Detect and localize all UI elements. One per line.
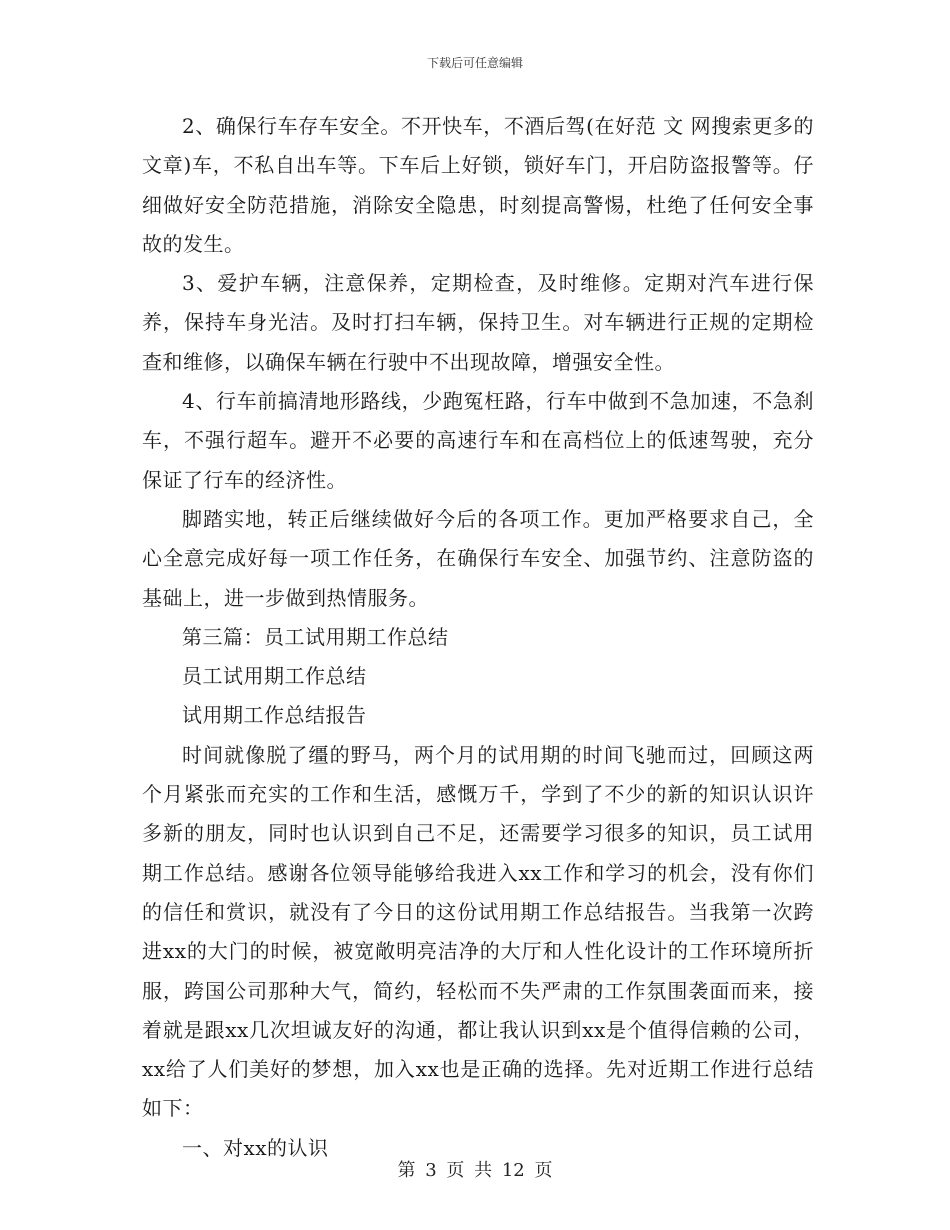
document-title: 员工试用期工作总结 (182, 664, 367, 689)
paragraph-item-4: 4、行车前搞清地形路线，少跑冤枉路，行车中做到不急加速，不急刹车，不强行超车。避开不必要的高速行车和在高档位上的低速驾驶，充分保证了行车的经济性。 (142, 389, 814, 492)
report-subtitle: 试用期工作总结报告 (182, 703, 367, 728)
paragraph-intro: 时间就像脱了缰的野马，两个月的试用期的时间飞驰而过，回顾这两个月紧张而充实的工作和生活，感慨万千，学到了不少的新的知识认识许多新的朋友，同时也认识到自己不足，还需要学习很多的知识，员工试用期工作总结。感谢各位领导能够给我进入xx工作和学习的机会，没有你们的信任和赏识，就没有了今日的这份试用期工作总结报告。当我第一次跨进xx的大门的时候，被宽敞明亮洁净的大厅和人性化设计的工作环境所折服，跨国公司那种大气，简约，轻松而不失严肃的工作氛围袭面而来，接着就是跟xx几次坦诚友好的沟通，都让我认识到xx是个值得信赖的公司，xx给了人们美好的梦想，加入xx也是正确的选择。先对近期工作进行总结如下： (142, 742, 814, 1121)
paragraph-item-2: 2、确保行车存车安全。不开快车，不酒后驾(在好范 文 网搜索更多的文章)车，不私自出车等。下车后上好锁，锁好车门，开启防盗报警等。仔细做好安全防范措施，消除安全隐患，时刻提高警惕，杜绝了任何安全事故的发生。 (142, 114, 814, 256)
document-body (142, 107, 814, 1168)
paragraph-conclusion: 脚踏实地，转正后继续做好今后的各项工作。更加严格要求自己，全心全意完成好每一项工作任务，在确保行车安全、加强节约、注意防盗的基础上，进一步做到热情服务。 (142, 506, 814, 610)
paragraph-item-3: 3、爱护车辆，注意保养，定期检查，及时维修。定期对汽车进行保养，保持车身光洁。及时打扫车辆，保持卫生。对车辆进行正规的定期检查和维修，以确保车辆在行驶中不出现故障，增强安全性。 (142, 271, 814, 374)
subsection-heading: 一、对xx的认识 (182, 1135, 329, 1160)
section-title: 第三篇：员工试用期工作总结 (182, 624, 449, 649)
page-number-footer: 第 3 页 共 12 页 (397, 1160, 553, 1181)
page-header-note: 下载后可任意编辑 (426, 56, 523, 70)
